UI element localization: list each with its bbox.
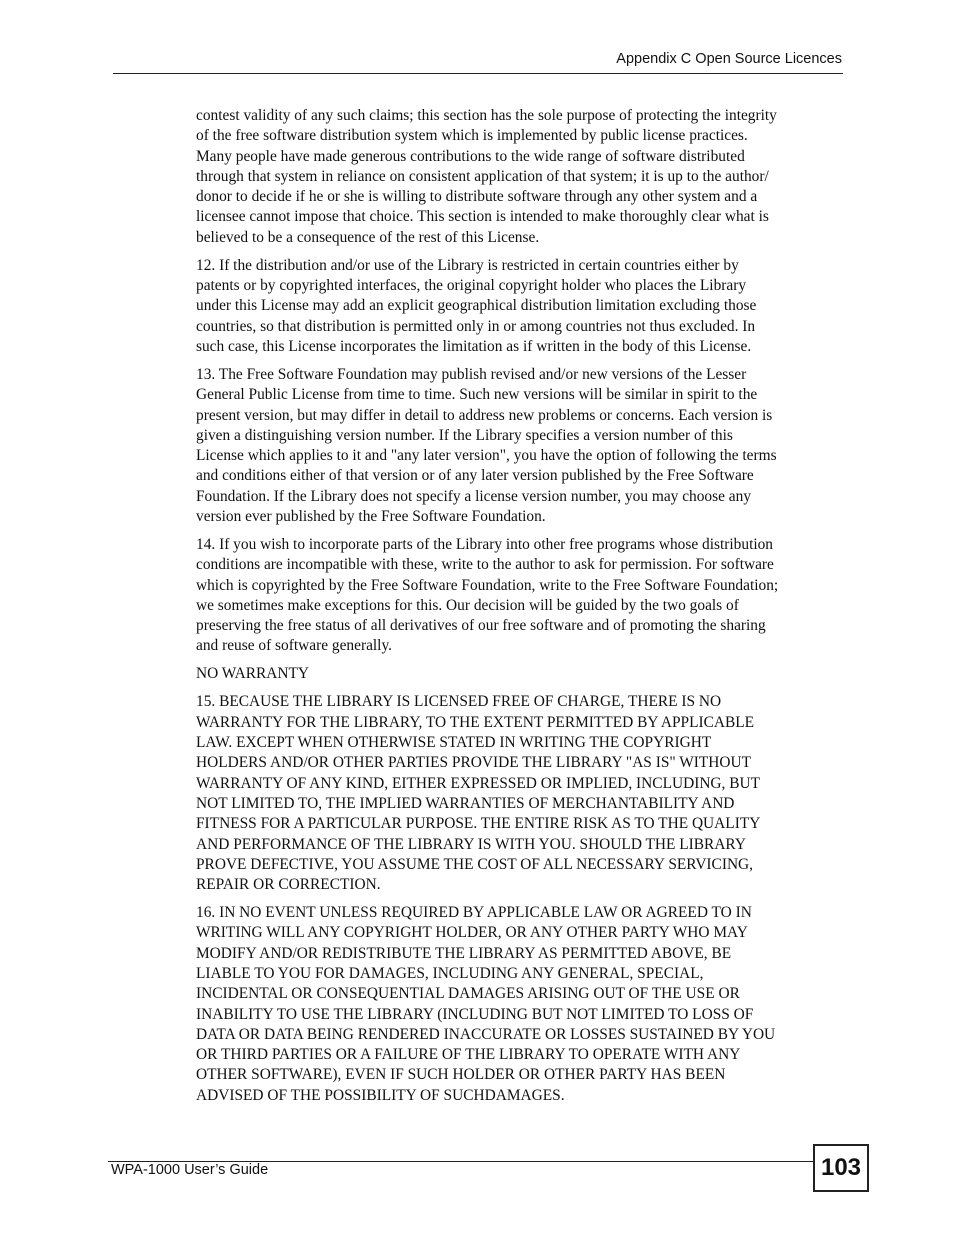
paragraph-14: 14. If you wish to incorporate parts of the Library into other free programs whose distribution conditions are incompatible with these, write to the author to ask for permission. For software which is copyrighted by the Free Software Foundation, write to the Free Software Foundation; we sometimes make exceptions for this. Our decision will be guided by the two goals of preserving the free status of all derivatives of our free software and of promoting the sharing and reuse of software generally. bbox=[196, 536, 779, 655]
footer-guide-name: WPA-1000 User’s Guide bbox=[111, 1162, 269, 1178]
running-header: Appendix C Open Source Licences bbox=[616, 51, 842, 67]
paragraph-continuation: contest validity of any such claims; this section has the sole purpose of protecting the integrity of the free software distribution system which is implemented by public license practices. Many people have made generous contributions to the wide range of software distributed through that system in reliance on consistent application of that system; it is up to the author/ donor to decide if he or she is willing to distribute software through any other system and a licensee cannot impose that choice. This section is intended to make thoroughly clear what is believed to be a consequence of the rest of this License. bbox=[196, 107, 777, 246]
no-warranty-heading: NO WARRANTY bbox=[196, 665, 310, 683]
paragraph-12: 12. If the distribution and/or use of the Library is restricted in certain countries either by patents or by copyrighted interfaces, the original copyright holder who places the Library under this License may add an explicit geographical distribution limitation excluding those countries, so that distribution is permitted only in or among countries not thus excluded. In such case, this License incorporates the limitation as if written in the body of this License. bbox=[196, 256, 757, 355]
header-divider bbox=[113, 73, 843, 74]
paragraph-13: 13. The Free Software Foundation may publish revised and/or new versions of the Lesser General Public License from time to time. Such new versions will be similar in spirit to the present version, but may differ in detail to address new problems or concerns. Each version is given a distinguishing version number. If the Library specifies a version number of this License which applies to it and "any later version", you have the option of following the terms and conditions either of that version or of any later version published by the Free Software Foundation. If the Library does not specify a license version number, you may choose any version ever published by the Free Software Foundation. bbox=[196, 365, 777, 526]
paragraph-15: 15. BECAUSE THE LIBRARY IS LICENSED FREE OF CHARGE, THERE IS NO WARRANTY FOR THE LIBRARY, TO THE EXTENT PERMITTED BY APPLICABLE LAW. EXCEPT WHEN OTHERWISE STATED IN WRITING THE COPYRIGHT HOLDERS AND/OR OTHER PARTIES PROVIDE THE LIBRARY "AS IS" WITHOUT WARRANTY OF ANY KIND, EITHER EXPRESSED OR IMPLIED, INCLUDING, BUT NOT LIMITED TO, THE IMPLIED WARRANTIES OF MERCHANTABILITY AND FITNESS FOR A PARTICULAR PURPOSE. THE ENTIRE RISK AS TO THE QUALITY AND PERFORMANCE OF THE LIBRARY IS WITH YOU. SHOULD THE LIBRARY PROVE DEFECTIVE, YOU ASSUME THE COST OF ALL NECESSARY SERVICING, REPAIR OR CORRECTION. bbox=[196, 693, 761, 894]
page-number: 103 bbox=[813, 1144, 869, 1192]
paragraph-16: 16. IN NO EVENT UNLESS REQUIRED BY APPLICABLE LAW OR AGREED TO IN WRITING WILL ANY COPYRIGHT HOLDER, OR ANY OTHER PARTY WHO MAY MODIFY AND/OR REDISTRIBUTE THE LIBRARY AS PERMITTED ABOVE, BE LIABLE TO YOU FOR DAMAGES, INCLUDING ANY GENERAL, SPECIAL, INCIDENTAL OR CONSEQUENTIAL DAMAGES ARISING OUT OF THE USE OR INABILITY TO USE THE LIBRARY (INCLUDING BUT NOT LIMITED TO LOSS OF DATA OR DATA BEING RENDERED INACCURATE OR LOSSES SUSTAINED BY YOU OR THIRD PARTIES OR A FAILURE OF THE LIBRARY TO OPERATE WITH ANY OTHER SOFTWARE), EVEN IF SUCH HOLDER OR OTHER PARTY HAS BEEN ADVISED OF THE POSSIBILITY OF SUCHDAMAGES. bbox=[196, 904, 776, 1104]
body-text bbox=[196, 106, 846, 1114]
